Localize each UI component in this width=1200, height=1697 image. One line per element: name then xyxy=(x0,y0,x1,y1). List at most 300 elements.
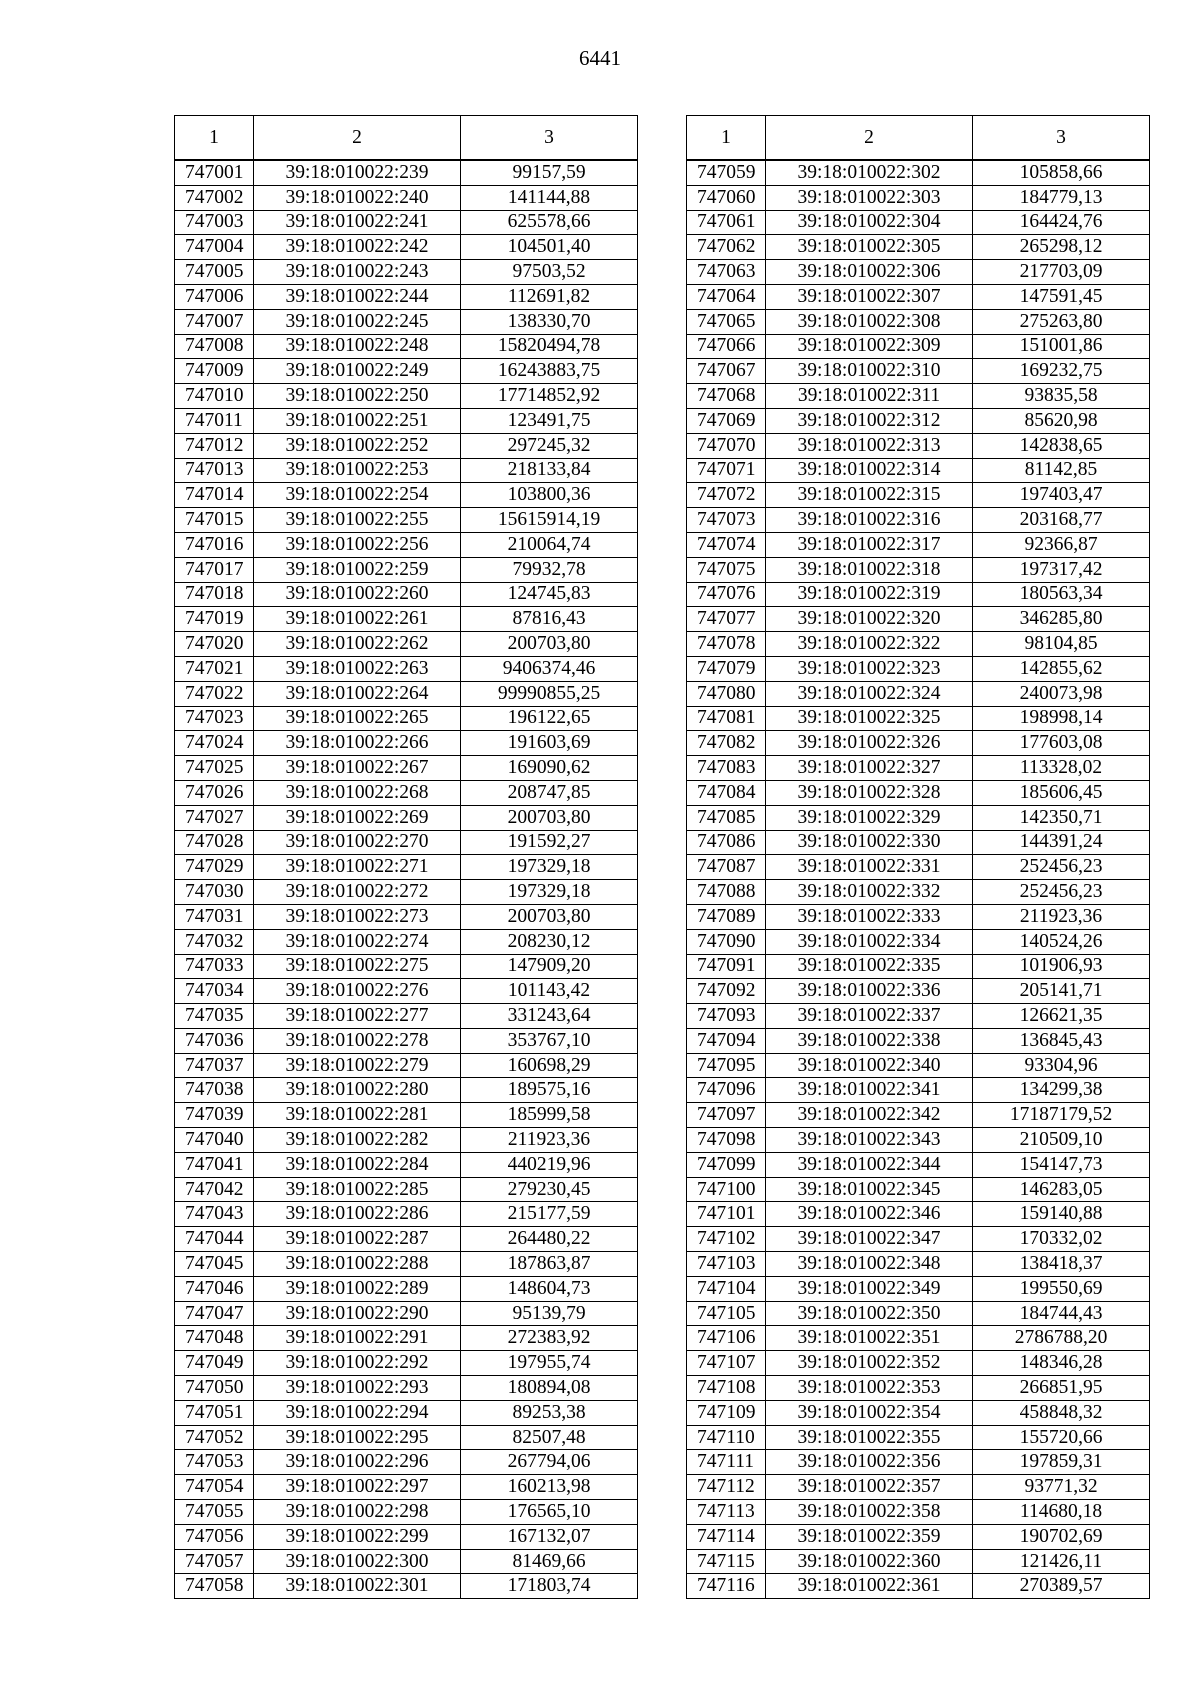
row-number-cell: 747087 xyxy=(687,855,766,880)
value-cell: 136845,43 xyxy=(973,1028,1150,1053)
row-number-cell: 747015 xyxy=(175,508,254,533)
row-number-cell: 747070 xyxy=(687,433,766,458)
table-row xyxy=(175,1574,638,1599)
cadastral-number-cell: 39:18:010022:317 xyxy=(766,532,973,557)
value-cell: 124745,83 xyxy=(461,582,638,607)
value-cell: 180563,34 xyxy=(973,582,1150,607)
cadastral-number-cell: 39:18:010022:240 xyxy=(254,185,461,210)
value-cell: 203168,77 xyxy=(973,508,1150,533)
table-row xyxy=(175,1301,638,1326)
row-number-cell: 747090 xyxy=(687,929,766,954)
value-cell: 200703,80 xyxy=(461,632,638,657)
value-cell: 105858,66 xyxy=(973,160,1150,185)
value-cell: 9406374,46 xyxy=(461,656,638,681)
table-row xyxy=(687,1252,1150,1277)
row-number-cell: 747058 xyxy=(175,1574,254,1599)
table-row xyxy=(687,508,1150,533)
table-row xyxy=(687,756,1150,781)
value-cell: 197859,31 xyxy=(973,1450,1150,1475)
row-number-cell: 747040 xyxy=(175,1128,254,1153)
table-row xyxy=(175,1500,638,1525)
table-row xyxy=(175,458,638,483)
value-cell: 16243883,75 xyxy=(461,359,638,384)
value-cell: 155720,66 xyxy=(973,1425,1150,1450)
row-number-cell: 747097 xyxy=(687,1103,766,1128)
cadastral-number-cell: 39:18:010022:293 xyxy=(254,1376,461,1401)
value-cell: 146283,05 xyxy=(973,1177,1150,1202)
row-number-cell: 747017 xyxy=(175,557,254,582)
value-cell: 169232,75 xyxy=(973,359,1150,384)
value-cell: 144391,24 xyxy=(973,830,1150,855)
table-row xyxy=(687,979,1150,1004)
table-row xyxy=(175,880,638,905)
table-row xyxy=(175,1425,638,1450)
cadastral-number-cell: 39:18:010022:360 xyxy=(766,1549,973,1574)
row-number-cell: 747092 xyxy=(687,979,766,1004)
table-row xyxy=(175,979,638,1004)
value-cell: 142350,71 xyxy=(973,805,1150,830)
cadastral-number-cell: 39:18:010022:267 xyxy=(254,756,461,781)
cadastral-number-cell: 39:18:010022:303 xyxy=(766,185,973,210)
cadastral-number-cell: 39:18:010022:260 xyxy=(254,582,461,607)
value-cell: 123491,75 xyxy=(461,408,638,433)
cadastral-number-cell: 39:18:010022:315 xyxy=(766,483,973,508)
row-number-cell: 747004 xyxy=(175,235,254,260)
left-table-header-row xyxy=(175,116,638,161)
value-cell: 167132,07 xyxy=(461,1524,638,1549)
cadastral-number-cell: 39:18:010022:298 xyxy=(254,1500,461,1525)
value-cell: 114680,18 xyxy=(973,1500,1150,1525)
right-table xyxy=(686,115,1150,1599)
cadastral-number-cell: 39:18:010022:287 xyxy=(254,1227,461,1252)
row-number-cell: 747057 xyxy=(175,1549,254,1574)
row-number-cell: 747011 xyxy=(175,408,254,433)
row-number-cell: 747053 xyxy=(175,1450,254,1475)
table-row xyxy=(687,880,1150,905)
cadastral-number-cell: 39:18:010022:269 xyxy=(254,805,461,830)
value-cell: 180894,08 xyxy=(461,1376,638,1401)
cadastral-number-cell: 39:18:010022:249 xyxy=(254,359,461,384)
table-row xyxy=(687,855,1150,880)
row-number-cell: 747044 xyxy=(175,1227,254,1252)
value-cell: 92366,87 xyxy=(973,532,1150,557)
row-number-cell: 747110 xyxy=(687,1425,766,1450)
value-cell: 81142,85 xyxy=(973,458,1150,483)
cadastral-number-cell: 39:18:010022:302 xyxy=(766,160,973,185)
value-cell: 270389,57 xyxy=(973,1574,1150,1599)
cadastral-number-cell: 39:18:010022:301 xyxy=(254,1574,461,1599)
table-row xyxy=(687,334,1150,359)
value-cell: 2786788,20 xyxy=(973,1326,1150,1351)
cadastral-number-cell: 39:18:010022:333 xyxy=(766,904,973,929)
value-cell: 159140,88 xyxy=(973,1202,1150,1227)
table-row xyxy=(687,1078,1150,1103)
row-number-cell: 747019 xyxy=(175,607,254,632)
row-number-cell: 747046 xyxy=(175,1276,254,1301)
row-number-cell: 747105 xyxy=(687,1301,766,1326)
value-cell: 141144,88 xyxy=(461,185,638,210)
cadastral-number-cell: 39:18:010022:300 xyxy=(254,1549,461,1574)
cadastral-number-cell: 39:18:010022:352 xyxy=(766,1351,973,1376)
table-row xyxy=(687,1425,1150,1450)
cadastral-number-cell: 39:18:010022:320 xyxy=(766,607,973,632)
value-cell: 169090,62 xyxy=(461,756,638,781)
table-row xyxy=(687,1549,1150,1574)
value-cell: 211923,36 xyxy=(461,1128,638,1153)
cadastral-number-cell: 39:18:010022:245 xyxy=(254,309,461,334)
table-row xyxy=(175,384,638,409)
table-row xyxy=(175,830,638,855)
value-cell: 215177,59 xyxy=(461,1202,638,1227)
value-cell: 93771,32 xyxy=(973,1475,1150,1500)
value-cell: 185999,58 xyxy=(461,1103,638,1128)
value-cell: 205141,71 xyxy=(973,979,1150,1004)
row-number-cell: 747062 xyxy=(687,235,766,260)
cadastral-number-cell: 39:18:010022:295 xyxy=(254,1425,461,1450)
row-number-cell: 747025 xyxy=(175,756,254,781)
row-number-cell: 747072 xyxy=(687,483,766,508)
cadastral-number-cell: 39:18:010022:308 xyxy=(766,309,973,334)
value-cell: 164424,76 xyxy=(973,210,1150,235)
value-cell: 208230,12 xyxy=(461,929,638,954)
cadastral-number-cell: 39:18:010022:329 xyxy=(766,805,973,830)
row-number-cell: 747007 xyxy=(175,309,254,334)
row-number-cell: 747078 xyxy=(687,632,766,657)
value-cell: 82507,48 xyxy=(461,1425,638,1450)
row-number-cell: 747030 xyxy=(175,880,254,905)
value-cell: 331243,64 xyxy=(461,1004,638,1029)
row-number-cell: 747088 xyxy=(687,880,766,905)
table-row xyxy=(175,359,638,384)
table-row xyxy=(687,1128,1150,1153)
row-number-cell: 747066 xyxy=(687,334,766,359)
table-row xyxy=(687,185,1150,210)
row-number-cell: 747001 xyxy=(175,160,254,185)
cadastral-number-cell: 39:18:010022:276 xyxy=(254,979,461,1004)
cadastral-number-cell: 39:18:010022:241 xyxy=(254,210,461,235)
table-row xyxy=(687,433,1150,458)
table-row xyxy=(175,235,638,260)
table-row xyxy=(175,1252,638,1277)
table-row xyxy=(175,532,638,557)
cadastral-number-cell: 39:18:010022:361 xyxy=(766,1574,973,1599)
table-row xyxy=(687,632,1150,657)
table-row xyxy=(175,185,638,210)
table-row xyxy=(687,1400,1150,1425)
column-header-3: 3 xyxy=(973,116,1150,161)
column-header-3: 3 xyxy=(461,116,638,161)
table-row xyxy=(687,284,1150,309)
row-number-cell: 747099 xyxy=(687,1152,766,1177)
value-cell: 185606,45 xyxy=(973,780,1150,805)
value-cell: 160698,29 xyxy=(461,1053,638,1078)
value-cell: 196122,65 xyxy=(461,706,638,731)
row-number-cell: 747073 xyxy=(687,508,766,533)
value-cell: 210064,74 xyxy=(461,532,638,557)
value-cell: 112691,82 xyxy=(461,284,638,309)
value-cell: 177603,08 xyxy=(973,731,1150,756)
value-cell: 142855,62 xyxy=(973,656,1150,681)
row-number-cell: 747108 xyxy=(687,1376,766,1401)
row-number-cell: 747038 xyxy=(175,1078,254,1103)
row-number-cell: 747082 xyxy=(687,731,766,756)
table-row xyxy=(175,210,638,235)
value-cell: 140524,26 xyxy=(973,929,1150,954)
table-row xyxy=(175,855,638,880)
cadastral-number-cell: 39:18:010022:355 xyxy=(766,1425,973,1450)
table-row xyxy=(175,731,638,756)
table-row xyxy=(687,1524,1150,1549)
value-cell: 98104,85 xyxy=(973,632,1150,657)
value-cell: 79932,78 xyxy=(461,557,638,582)
row-number-cell: 747024 xyxy=(175,731,254,756)
value-cell: 279230,45 xyxy=(461,1177,638,1202)
table-row xyxy=(687,1177,1150,1202)
cadastral-number-cell: 39:18:010022:331 xyxy=(766,855,973,880)
cadastral-number-cell: 39:18:010022:334 xyxy=(766,929,973,954)
value-cell: 17187179,52 xyxy=(973,1103,1150,1128)
row-number-cell: 747008 xyxy=(175,334,254,359)
cadastral-number-cell: 39:18:010022:289 xyxy=(254,1276,461,1301)
column-header-2: 2 xyxy=(254,116,461,161)
value-cell: 353767,10 xyxy=(461,1028,638,1053)
cadastral-number-cell: 39:18:010022:264 xyxy=(254,681,461,706)
cadastral-number-cell: 39:18:010022:343 xyxy=(766,1128,973,1153)
value-cell: 252456,23 xyxy=(973,855,1150,880)
cadastral-number-cell: 39:18:010022:306 xyxy=(766,260,973,285)
table-row xyxy=(687,458,1150,483)
value-cell: 113328,02 xyxy=(973,756,1150,781)
cadastral-number-cell: 39:18:010022:251 xyxy=(254,408,461,433)
cadastral-number-cell: 39:18:010022:332 xyxy=(766,880,973,905)
table-row xyxy=(175,433,638,458)
value-cell: 121426,11 xyxy=(973,1549,1150,1574)
row-number-cell: 747021 xyxy=(175,656,254,681)
cadastral-number-cell: 39:18:010022:309 xyxy=(766,334,973,359)
value-cell: 198998,14 xyxy=(973,706,1150,731)
cadastral-number-cell: 39:18:010022:348 xyxy=(766,1252,973,1277)
cadastral-number-cell: 39:18:010022:239 xyxy=(254,160,461,185)
table-row xyxy=(687,1202,1150,1227)
cadastral-number-cell: 39:18:010022:262 xyxy=(254,632,461,657)
cadastral-number-cell: 39:18:010022:271 xyxy=(254,855,461,880)
cadastral-number-cell: 39:18:010022:356 xyxy=(766,1450,973,1475)
value-cell: 272383,92 xyxy=(461,1326,638,1351)
row-number-cell: 747114 xyxy=(687,1524,766,1549)
row-number-cell: 747080 xyxy=(687,681,766,706)
row-number-cell: 747041 xyxy=(175,1152,254,1177)
cadastral-number-cell: 39:18:010022:354 xyxy=(766,1400,973,1425)
row-number-cell: 747054 xyxy=(175,1475,254,1500)
cadastral-number-cell: 39:18:010022:288 xyxy=(254,1252,461,1277)
value-cell: 97503,52 xyxy=(461,260,638,285)
cadastral-number-cell: 39:18:010022:284 xyxy=(254,1152,461,1177)
row-number-cell: 747009 xyxy=(175,359,254,384)
cadastral-number-cell: 39:18:010022:359 xyxy=(766,1524,973,1549)
value-cell: 458848,32 xyxy=(973,1400,1150,1425)
row-number-cell: 747049 xyxy=(175,1351,254,1376)
row-number-cell: 747064 xyxy=(687,284,766,309)
value-cell: 200703,80 xyxy=(461,805,638,830)
left-table xyxy=(174,115,638,1599)
row-number-cell: 747051 xyxy=(175,1400,254,1425)
cadastral-number-cell: 39:18:010022:316 xyxy=(766,508,973,533)
cadastral-number-cell: 39:18:010022:325 xyxy=(766,706,973,731)
table-row xyxy=(687,260,1150,285)
cadastral-number-cell: 39:18:010022:337 xyxy=(766,1004,973,1029)
row-number-cell: 747059 xyxy=(687,160,766,185)
table-row xyxy=(175,1028,638,1053)
cadastral-number-cell: 39:18:010022:277 xyxy=(254,1004,461,1029)
table-row xyxy=(687,1276,1150,1301)
table-row xyxy=(175,334,638,359)
value-cell: 190702,69 xyxy=(973,1524,1150,1549)
value-cell: 267794,06 xyxy=(461,1450,638,1475)
value-cell: 197955,74 xyxy=(461,1351,638,1376)
cadastral-number-cell: 39:18:010022:312 xyxy=(766,408,973,433)
row-number-cell: 747102 xyxy=(687,1227,766,1252)
value-cell: 252456,23 xyxy=(973,880,1150,905)
table-row xyxy=(687,681,1150,706)
value-cell: 200703,80 xyxy=(461,904,638,929)
table-row xyxy=(687,805,1150,830)
value-cell: 154147,73 xyxy=(973,1152,1150,1177)
table-row xyxy=(687,557,1150,582)
value-cell: 104501,40 xyxy=(461,235,638,260)
row-number-cell: 747045 xyxy=(175,1252,254,1277)
table-row xyxy=(175,656,638,681)
value-cell: 148604,73 xyxy=(461,1276,638,1301)
table-row xyxy=(175,904,638,929)
value-cell: 440219,96 xyxy=(461,1152,638,1177)
value-cell: 218133,84 xyxy=(461,458,638,483)
row-number-cell: 747010 xyxy=(175,384,254,409)
table-row xyxy=(687,1053,1150,1078)
cadastral-number-cell: 39:18:010022:263 xyxy=(254,656,461,681)
value-cell: 103800,36 xyxy=(461,483,638,508)
table-row xyxy=(687,780,1150,805)
row-number-cell: 747050 xyxy=(175,1376,254,1401)
column-header-2: 2 xyxy=(766,116,973,161)
table-row xyxy=(687,1103,1150,1128)
cadastral-number-cell: 39:18:010022:268 xyxy=(254,780,461,805)
row-number-cell: 747107 xyxy=(687,1351,766,1376)
table-row xyxy=(175,1450,638,1475)
cadastral-number-cell: 39:18:010022:278 xyxy=(254,1028,461,1053)
table-row xyxy=(687,656,1150,681)
row-number-cell: 747018 xyxy=(175,582,254,607)
row-number-cell: 747047 xyxy=(175,1301,254,1326)
value-cell: 264480,22 xyxy=(461,1227,638,1252)
table-row xyxy=(687,483,1150,508)
cadastral-number-cell: 39:18:010022:305 xyxy=(766,235,973,260)
table-row xyxy=(687,1326,1150,1351)
value-cell: 184744,43 xyxy=(973,1301,1150,1326)
row-number-cell: 747012 xyxy=(175,433,254,458)
row-number-cell: 747068 xyxy=(687,384,766,409)
value-cell: 99990855,25 xyxy=(461,681,638,706)
cadastral-number-cell: 39:18:010022:290 xyxy=(254,1301,461,1326)
row-number-cell: 747076 xyxy=(687,582,766,607)
table-row xyxy=(687,1301,1150,1326)
cadastral-number-cell: 39:18:010022:244 xyxy=(254,284,461,309)
table-row xyxy=(687,1376,1150,1401)
value-cell: 126621,35 xyxy=(973,1004,1150,1029)
table-row xyxy=(175,582,638,607)
cadastral-number-cell: 39:18:010022:345 xyxy=(766,1177,973,1202)
table-row xyxy=(175,483,638,508)
row-number-cell: 747005 xyxy=(175,260,254,285)
table-row xyxy=(175,805,638,830)
row-number-cell: 747020 xyxy=(175,632,254,657)
value-cell: 191603,69 xyxy=(461,731,638,756)
table-row xyxy=(175,1103,638,1128)
cadastral-number-cell: 39:18:010022:266 xyxy=(254,731,461,756)
row-number-cell: 747052 xyxy=(175,1425,254,1450)
value-cell: 208747,85 xyxy=(461,780,638,805)
table-row xyxy=(175,1326,638,1351)
row-number-cell: 747116 xyxy=(687,1574,766,1599)
value-cell: 184779,13 xyxy=(973,185,1150,210)
table-row xyxy=(175,1053,638,1078)
table-row xyxy=(687,1227,1150,1252)
table-row xyxy=(175,1524,638,1549)
table-row xyxy=(687,1004,1150,1029)
cadastral-number-cell: 39:18:010022:292 xyxy=(254,1351,461,1376)
cadastral-number-cell: 39:18:010022:296 xyxy=(254,1450,461,1475)
value-cell: 89253,38 xyxy=(461,1400,638,1425)
cadastral-number-cell: 39:18:010022:338 xyxy=(766,1028,973,1053)
cadastral-number-cell: 39:18:010022:297 xyxy=(254,1475,461,1500)
row-number-cell: 747075 xyxy=(687,557,766,582)
cadastral-number-cell: 39:18:010022:254 xyxy=(254,483,461,508)
cadastral-number-cell: 39:18:010022:357 xyxy=(766,1475,973,1500)
row-number-cell: 747081 xyxy=(687,706,766,731)
value-cell: 176565,10 xyxy=(461,1500,638,1525)
row-number-cell: 747091 xyxy=(687,954,766,979)
row-number-cell: 747039 xyxy=(175,1103,254,1128)
table-row xyxy=(687,408,1150,433)
table-row xyxy=(175,1376,638,1401)
value-cell: 265298,12 xyxy=(973,235,1150,260)
table-row xyxy=(175,1351,638,1376)
value-cell: 217703,09 xyxy=(973,260,1150,285)
cadastral-number-cell: 39:18:010022:351 xyxy=(766,1326,973,1351)
value-cell: 148346,28 xyxy=(973,1351,1150,1376)
value-cell: 147591,45 xyxy=(973,284,1150,309)
row-number-cell: 747100 xyxy=(687,1177,766,1202)
row-number-cell: 747043 xyxy=(175,1202,254,1227)
row-number-cell: 747035 xyxy=(175,1004,254,1029)
cadastral-number-cell: 39:18:010022:304 xyxy=(766,210,973,235)
cadastral-number-cell: 39:18:010022:242 xyxy=(254,235,461,260)
row-number-cell: 747104 xyxy=(687,1276,766,1301)
row-number-cell: 747106 xyxy=(687,1326,766,1351)
table-row xyxy=(175,954,638,979)
right-table-header-row xyxy=(687,116,1150,161)
cadastral-number-cell: 39:18:010022:250 xyxy=(254,384,461,409)
value-cell: 240073,98 xyxy=(973,681,1150,706)
value-cell: 138330,70 xyxy=(461,309,638,334)
value-cell: 15820494,78 xyxy=(461,334,638,359)
table-row xyxy=(687,607,1150,632)
cadastral-number-cell: 39:18:010022:294 xyxy=(254,1400,461,1425)
table-row xyxy=(687,1028,1150,1053)
value-cell: 101906,93 xyxy=(973,954,1150,979)
cadastral-number-cell: 39:18:010022:350 xyxy=(766,1301,973,1326)
row-number-cell: 747093 xyxy=(687,1004,766,1029)
cadastral-number-cell: 39:18:010022:327 xyxy=(766,756,973,781)
